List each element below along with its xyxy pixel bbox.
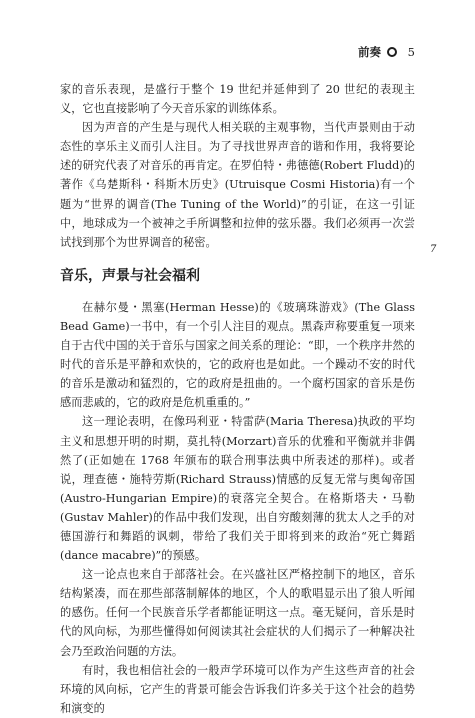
paragraph-6: 有时，我也相信社会的一般声学环境可以作为产生这些声音的社会环境的风向标，它产生的背景可能会告诉我们许多关于这个社会的趋势和演变的 — [60, 663, 415, 715]
paragraph-4: 这一理论表明，在像玛利亚・特雷萨(Maria Theresa)执政的平均主义和思想开明的时期，莫扎特(Morzart)音乐的优雅和平衡就并非偶然了(正如她在 1768 年颁布的联合刑事法典中所表述的那样)。或者说，理查德・施特劳斯(Richard Strauss)情感的反复无常与奥匈帝国(Austro-Hungarian Empire)的衰落完全契合。在格斯塔夫・马勒(Gustav Mahler)的作品中我们发现，出自穷酸刻薄的犹太人之手的对德国游行和舞蹈的讽刺，带给了我们关于即将到来的政治“死亡舞蹈(dance macabre)”的预感。 — [60, 415, 415, 563]
paragraph-5: 这一论点也来自于部落社会。在兴盛社区严格控制下的地区，音乐结构紧凑，而在那些部落制解体的地区，个人的歌唱显示出了狼人听闻的感伤。任何一个民族音乐学者都能证明这一点。毫无疑问，音乐是时代的风向标，为那些懂得如何阅读其社会症状的人们揭示了一种解决社会乃至政治问题的方法。 — [60, 568, 415, 658]
page-number: 5 — [407, 45, 415, 59]
circle-ornament-icon — [387, 47, 397, 57]
paragraph-1: 家的音乐表现，是盛行于整个 19 世纪并延伸到了 20 世纪的表现主义，它也直接影响了今天音乐家的训练体系。 — [60, 83, 415, 116]
paragraph-2: 因为声音的产生是与现代人相关联的主观事物，当代声景则由于动态性的享乐主义而引人注目。为了寻找世界声音的谐和作用，我将要论述的研究代表了对音乐的再肯定。在罗伯特・弗德德(Robert Fludd)的著作《乌楚斯科・科斯木历史》(Utruisque Cosmi Historia)有一个题为“世界的调音(The Tuning of the World)”的引证，在这一引证中，地球成为一个被神之手所调整和拉伸的弦乐器。我们必须再一次尝试找到那个为世界调音的秘密。 — [60, 121, 415, 249]
paragraph-3: 在赫尔曼・黑塞(Herman Hesse)的《玻璃珠游戏》(The Glass Bead Game)一书中，有一个引人注目的观点。黑森声称要重复一项来自于古代中国的关于音乐与国家之间关系的理论：“即，一个秩序井然的时代的音乐是平静和欢快的，它的政府也是如此。一个躁动不安的时代的音乐是激动和猛烈的，它的政府是扭曲的。一个腐朽国家的音乐是伤感而悲戚的，它的政府是危机重重的。” — [60, 300, 415, 410]
running-head: 前奏 — [358, 45, 381, 59]
margin-page-marker: 7 — [430, 244, 437, 255]
body-text — [60, 80, 415, 718]
page-header — [60, 44, 415, 60]
section-title: 音乐，声景与社会福利 — [60, 267, 200, 284]
